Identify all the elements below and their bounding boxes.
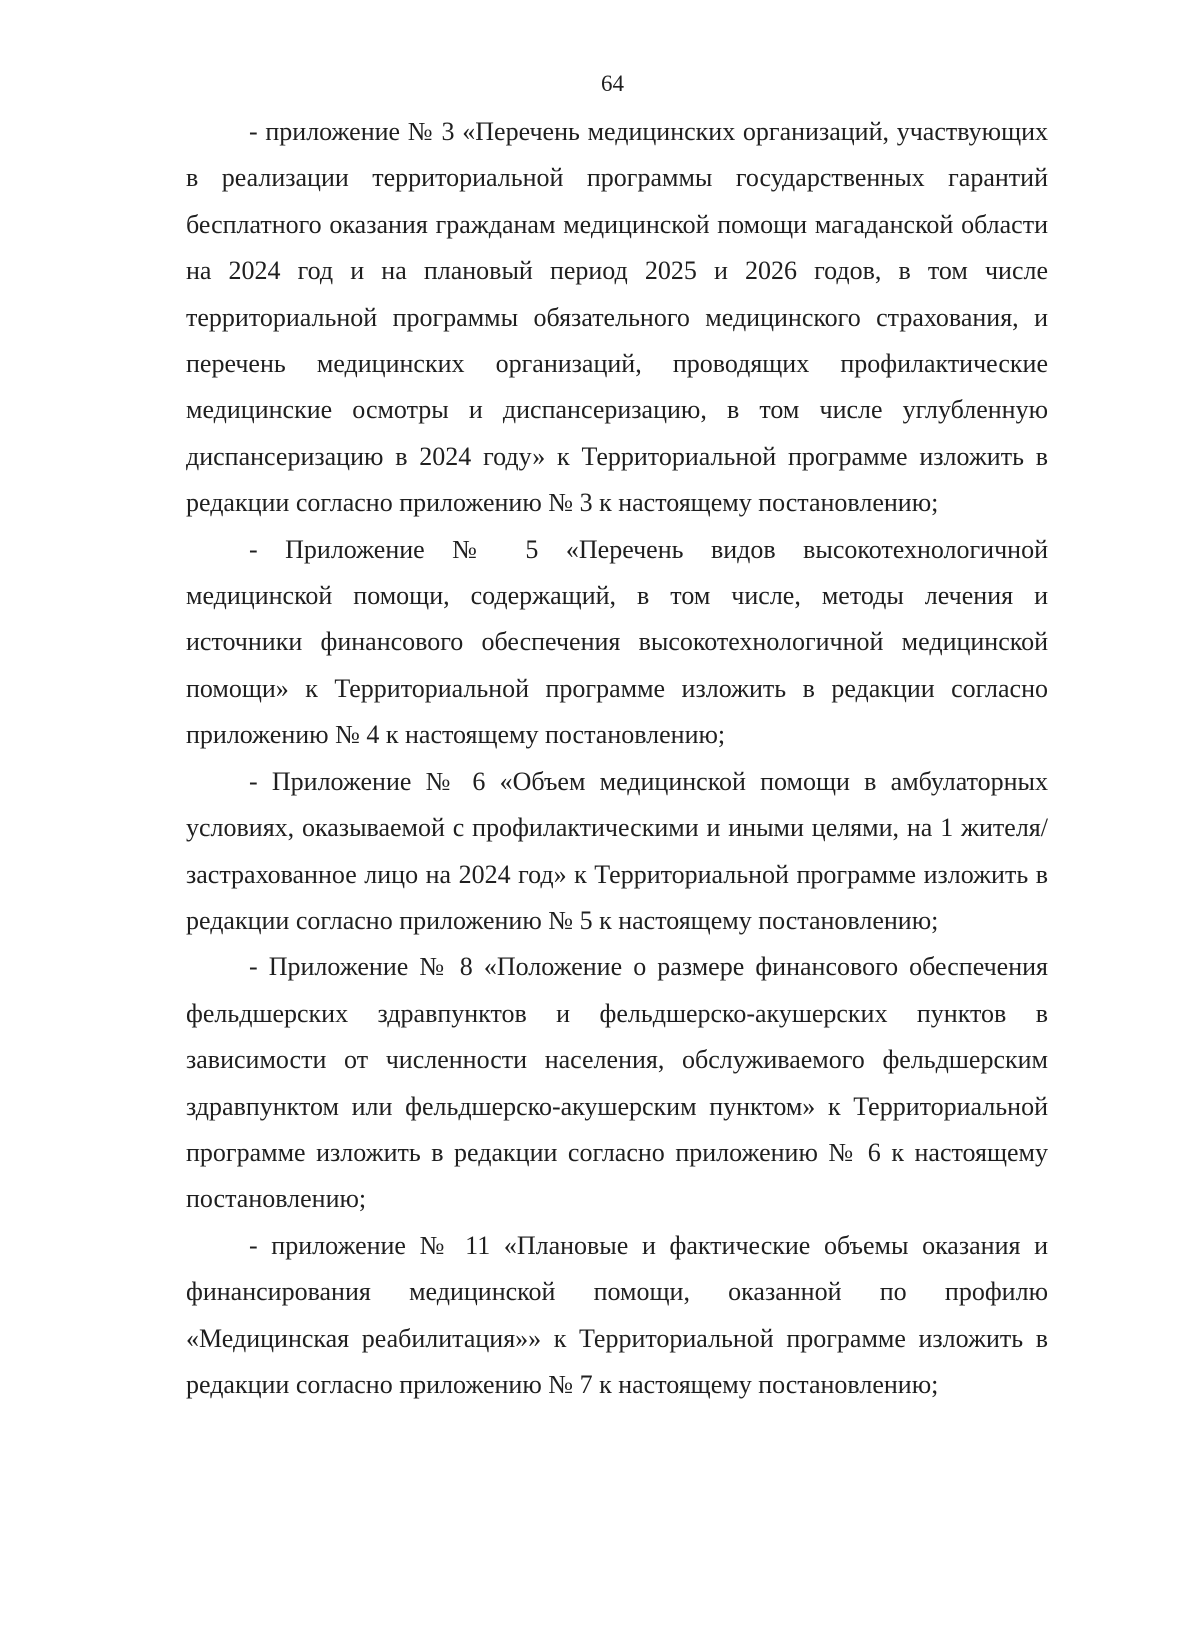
paragraph-appendix-11: - приложение № 11 «Плановые и фактические объемы оказания и финансирования медицинской помощи, оказанной по профилю «Медицинская реабилитация»» к Территориальной программе изложить в редакции согласно приложению № 7 к настоящему постановлению; (186, 1230, 1048, 1399)
page-number: 64 (601, 71, 624, 96)
paragraph-appendix-6: - Приложение № 6 «Объем медицинской помощи в амбулаторных условиях, оказываемой с профилактическими и иными целями, на 1 жителя/застрахованное лицо на 2024 год» к Территориальной программе изложить в редакции согласно приложению № 5 к настоящему постановлению; (186, 766, 1048, 935)
paragraph-appendix-3: - приложение № 3 «Перечень медицинских организаций, участвующих в реализации территориальной программы государственных гарантий бесплатного оказания гражданам медицинской помощи магаданской области на 2024 год и на плановый период 2025 и 2026 годов, в том числе территориальной программы обязательного медицинского страхования, и перечень медицинских организаций, проводящих профилактические медицинские осмотры и диспансеризацию, в том числе углубленную диспансеризацию в 2024 году» к Территориальной программе изложить в редакции согласно приложению № 3 к настоящему постановлению; (186, 117, 1048, 518)
paragraph-appendix-5: - Приложение № 5 «Перечень видов высокотехнологичной медицинской помощи, содержащий, в том числе, методы лечения и источники финансового обеспечения высокотехнологичной медицинской помощи» к Территориальной программе изложить в редакции согласно приложению № 4 к настоящему постановлению; (186, 534, 1048, 750)
document-body (186, 109, 1048, 1408)
paragraph-appendix-8: - Приложение № 8 «Положение о размере финансового обеспечения фельдшерских здравпунктов и фельдшерско-акушерских пунктов в зависимости от численности населения, обслуживаемого фельдшерским здравпунктом или фельдшерско-акушерским пунктом» к Территориальной программе изложить в редакции согласно приложению № 6 к настоящему постановлению; (186, 952, 1048, 1214)
